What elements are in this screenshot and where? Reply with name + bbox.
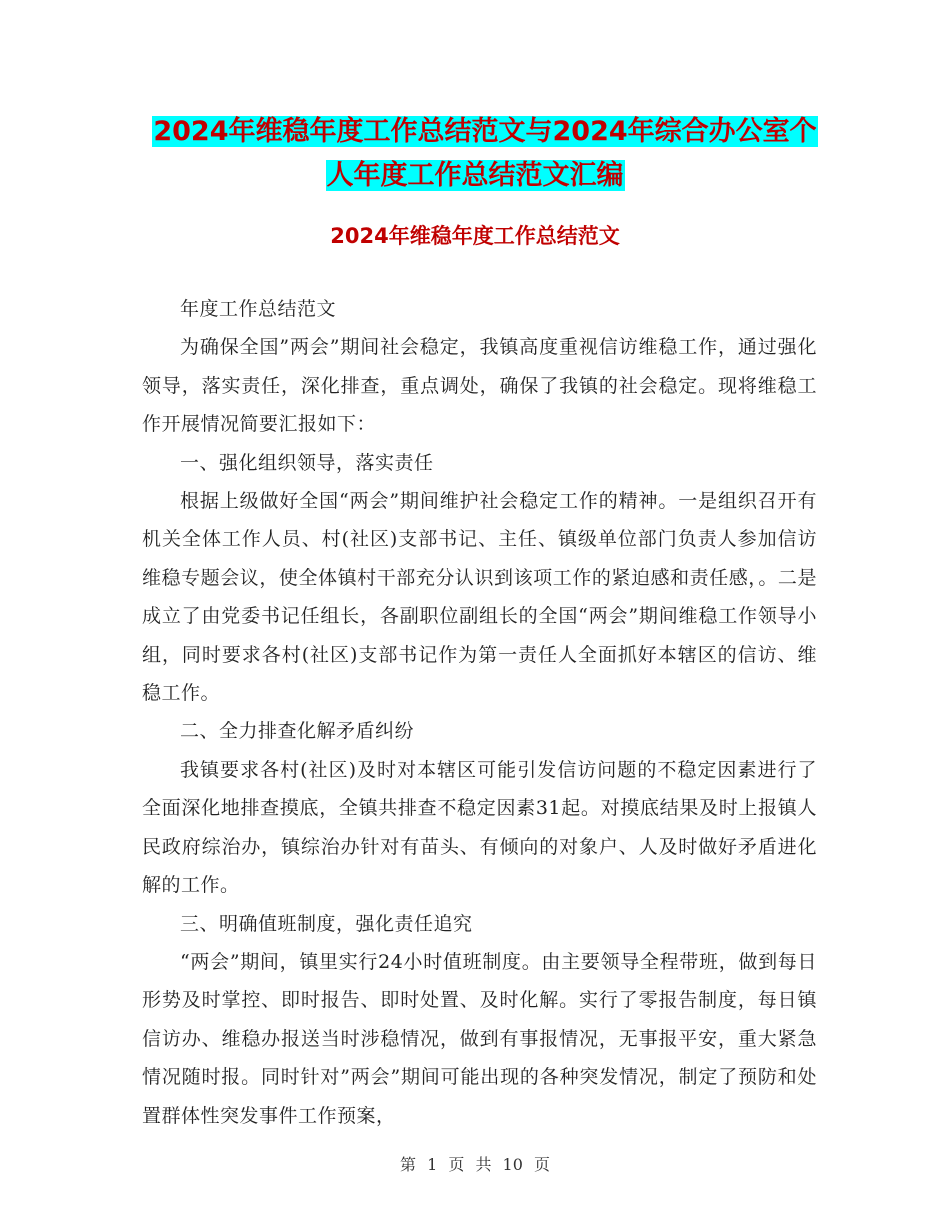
paragraph: 为确保全国”两会”期间社会稳定，我镇高度重视信访维稳工作，通过强化领导，落实责任，深化排查，重点调处，确保了我镇的社会稳定。现将维稳工作开展情况简要汇报如下： <box>142 336 817 436</box>
title-highlight: 2024年维稳年度工作总结范文与2024年综合办公室个 <box>153 116 817 147</box>
body-text <box>142 290 817 1135</box>
section-heading: 三、明确值班制度，强化责任追究 <box>180 912 473 935</box>
section-heading: 一、强化组织领导，落实责任 <box>180 451 434 474</box>
document-title-line-2 <box>0 156 950 196</box>
paragraph: 年度工作总结范文 <box>180 298 337 320</box>
document-title-line-1 <box>10 112 950 152</box>
section-title: 2024年维稳年度工作总结范文 <box>330 224 620 248</box>
page-number-footer: 第 1 页 共 10 页 <box>400 1155 550 1174</box>
section-heading: 二、全力排查化解矛盾纠纷 <box>180 720 415 743</box>
title-highlight: 人年度工作总结范文汇编 <box>326 160 624 191</box>
paragraph: 我镇要求各村(社区)及时对本辖区可能引发信访问题的不稳定因素进行了全面深化地排查摸底，全镇共排查不稳定因素31起。对摸底结果及时上报镇人民政府综治办，镇综治办针对有苗头、有倾向的对象户、人及时做好矛盾进化解的工作。 <box>142 758 817 897</box>
paragraph: “两会”期间，镇里实行24小时值班制度。由主要领导全程带班，做到每日形势及时掌控、即时报告、即时处置、及时化解。实行了零报告制度，每日镇信访办、维稳办报送当时涉稳情况，做到有事报情况，无事报平安，重大紧急情况随时报。同时针对”两会”期间可能出现的各种突发情况，制定了预防和处置群体性突发事件工作预案， <box>142 950 817 1127</box>
paragraph: 根据上级做好全国“两会”期间维护社会稳定工作的精神。一是组织召开有机关全体工作人员、村(社区)支部书记、主任、镇级单位部门负责人参加信访维稳专题会议，使全体镇村干部充分认识到该项工作的紧迫感和责任感，。二是成立了由党委书记任组长，各副职位副组长的全国“两会”期间维稳工作领导小组，同时要求各村(社区)支部书记作为第一责任人全面抓好本辖区的信访、维稳工作。 <box>142 490 817 705</box>
